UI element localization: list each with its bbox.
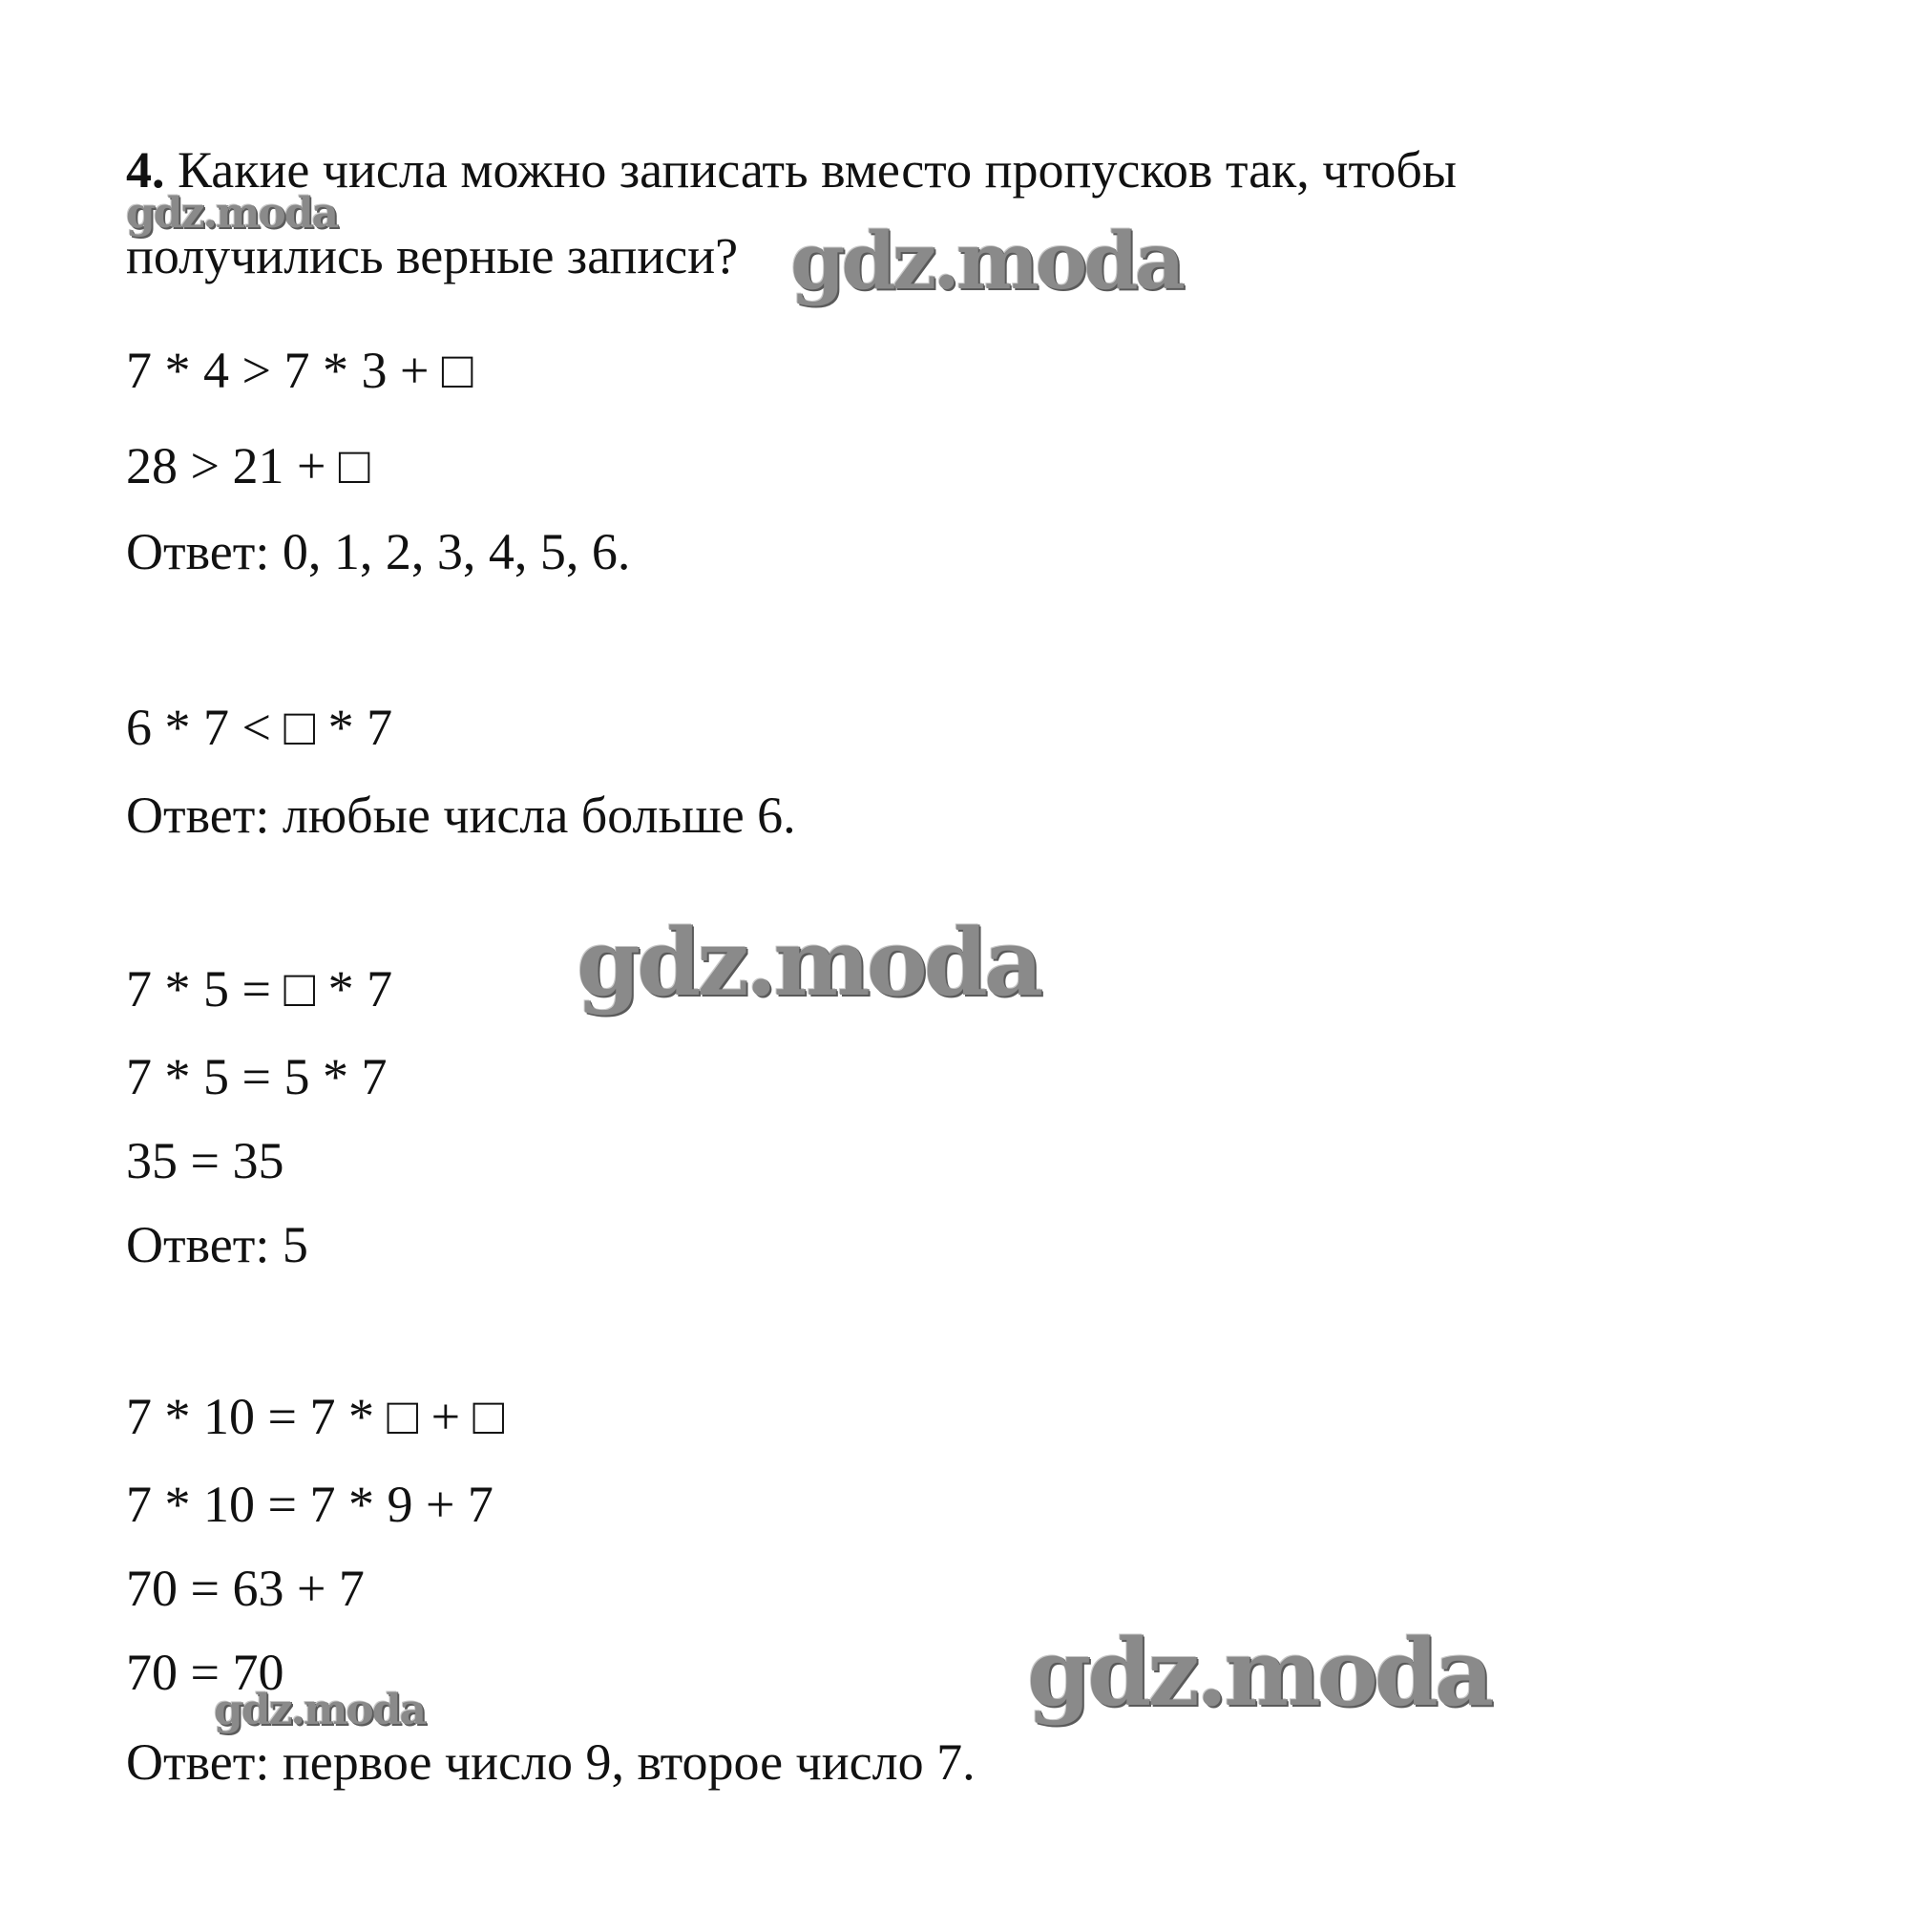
watermark: gdz.moda <box>1027 1619 1491 1727</box>
task-question-line-2: получились верные записи? <box>126 227 739 284</box>
equation-line: 28 > 21 + □ <box>126 437 370 494</box>
equation-line: 6 * 7 < □ * 7 <box>126 699 393 756</box>
equation-line: 7 * 5 = 5 * 7 <box>126 1048 388 1105</box>
watermark: gdz.moda <box>790 216 1182 307</box>
answer-line: Ответ: первое число 9, второе число 7. <box>126 1733 976 1791</box>
watermark: gdz.moda <box>126 189 338 238</box>
answer-line: Ответ: 5 <box>126 1216 308 1273</box>
equation-line: 35 = 35 <box>126 1132 284 1189</box>
equation-line: 7 * 5 = □ * 7 <box>126 960 393 1018</box>
watermark: gdz.moda <box>214 1686 426 1734</box>
equation-line: 7 * 10 = 7 * □ + □ <box>126 1388 505 1445</box>
answer-line: Ответ: любые числа больше 6. <box>126 787 796 844</box>
answer-line: Ответ: 0, 1, 2, 3, 4, 5, 6. <box>126 523 631 580</box>
equation-line: 7 * 10 = 7 * 9 + 7 <box>126 1476 494 1533</box>
task-question-text-1: Какие числа можно записать вместо пропусков так, чтобы <box>178 141 1458 199</box>
equation-line: 70 = 63 + 7 <box>126 1560 365 1617</box>
equation-line: 7 * 4 > 7 * 3 + □ <box>126 342 473 399</box>
task-number: 4. <box>126 141 165 199</box>
equation-line: 70 = 70 <box>126 1644 284 1701</box>
watermark: gdz.moda <box>577 909 1040 1017</box>
